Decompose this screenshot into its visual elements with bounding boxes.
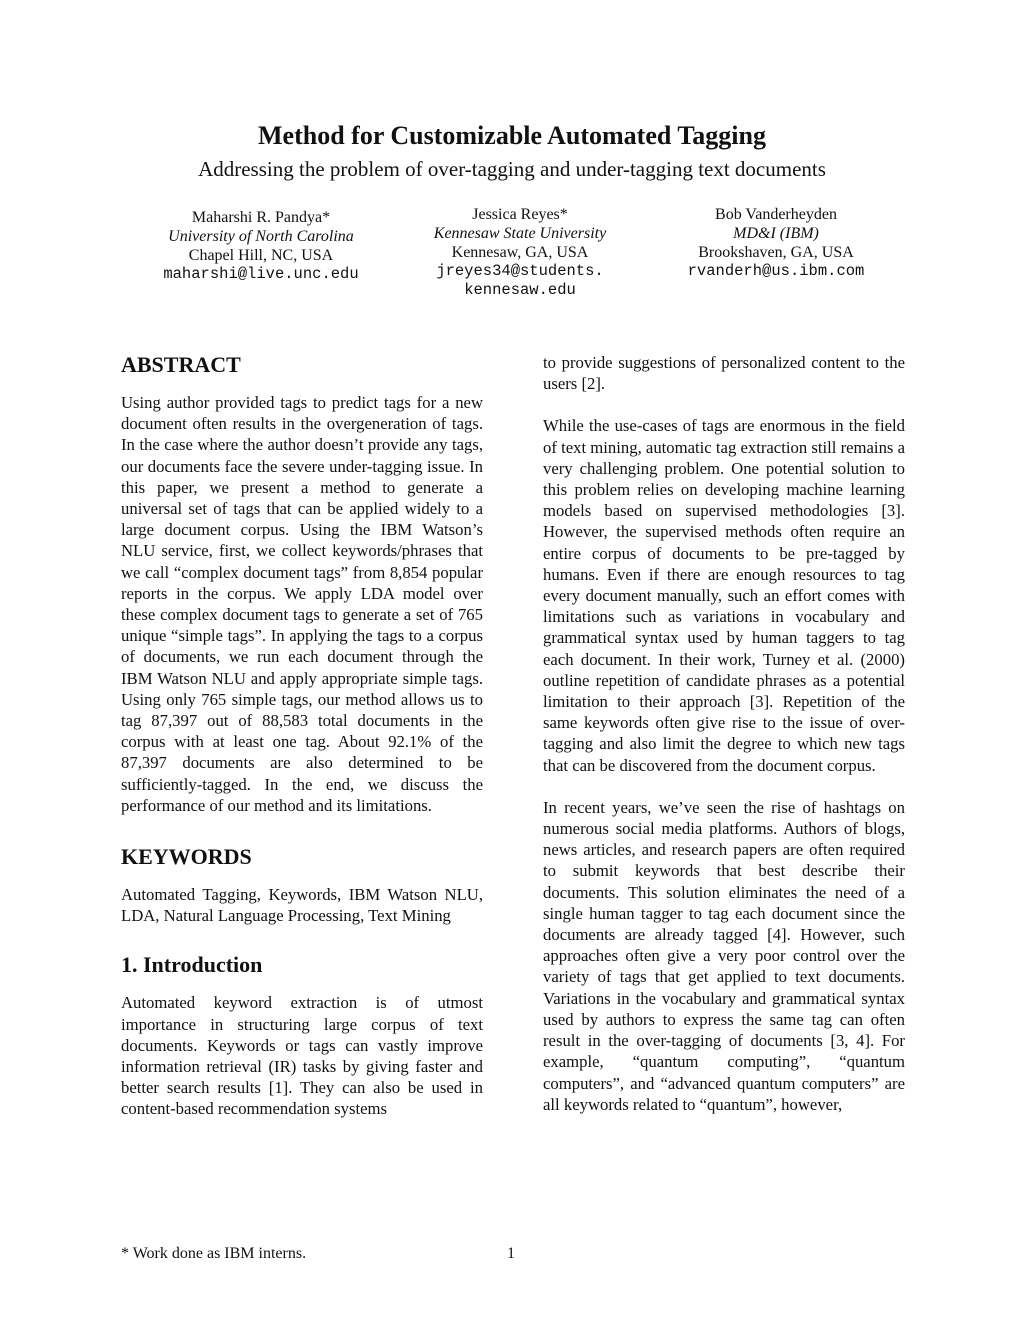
abstract-text: Using author provided tags to predict tags for a new document often results in the overgeneration of tags. In the case where the author doesn’t provide any tags, our documents face the severe under-tagging issue. In this paper, we present a method to generate a universal set of tags that can be applied widely to a large document corpus. Using the IBM Watson’s NLU service, first, we collect keywords/phrases that we call “complex document tags” from 8,854 popular reports in the corpus. We apply LDA model over these complex document tags to generate a set of 765 unique “simple tags”. In applying the tags to a corpus of documents, we run each document through the IBM Watson NLU and apply appropriate simple tags. Using only 765 simple tags, our method allows us to tag 87,397 out of 88,583 total documents in the corpus with at least one tag. About 92.1% of the 87,397 documents are also determined to be sufficiently-tagged. In the end, we discuss the performance of our method and its limitations.	[121, 393, 483, 815]
paper-subtitle: Addressing the problem of over-tagging and under-tagging text documents	[198, 157, 826, 181]
paragraph: In recent years, we’ve seen the rise of hashtags on numerous social media platforms. Authors of blogs, news articles, and research papers are often required to submit keywords that best describe their documents. This solution eliminates the need of a single human tagger to tag each document since the documents are already tagged [4]. However, such approaches often give a very poor control over the variety of tags that get applied to text documents. Variations in the vocabulary and grammatical syntax used by authors to express the same tag can often result in the over-tagging of documents [3, 4]. For example, “quantum computing”, “quantum computers”, and “advanced quantum computers” are all keywords related to “quantum”, however,	[543, 797, 905, 1114]
page-number: 1	[507, 1245, 515, 1262]
author-location: Kennesaw, GA, USA	[451, 244, 589, 261]
author-affiliation: Kennesaw State University	[433, 225, 607, 242]
author-location: Chapel Hill, NC, USA	[188, 247, 334, 264]
paper-title: Method for Customizable Automated Tagging	[258, 121, 766, 150]
author-affiliation: MD&I (IBM)	[733, 225, 819, 242]
introduction-heading: 1. Introduction	[121, 952, 263, 978]
author-email: jreyes34@students.	[436, 262, 604, 280]
author-name: Bob Vanderheyden	[715, 206, 837, 223]
paragraph: to provide suggestions of personalized content to the users [2].	[543, 353, 905, 394]
left-column	[121, 352, 483, 1141]
footnote: * Work done as IBM interns.	[121, 1245, 307, 1262]
abstract-heading: ABSTRACT	[121, 352, 241, 377]
introduction-paragraph: Automated keyword extraction is of utmost importance in structuring large corpus of text documents. Keywords or tags can vastly improve information retrieval (IR) tasks by giving faster and better search results [1]. They can also be used in content-based recommendation systems	[121, 993, 483, 1119]
keywords-text: Automated Tagging, Keywords, IBM Watson NLU, LDA, Natural Language Processing, Text Mining	[121, 885, 483, 926]
author-name: Jessica Reyes*	[472, 206, 568, 223]
author-block	[131, 208, 391, 284]
right-column	[543, 352, 905, 1136]
author-block	[646, 205, 906, 281]
author-email: maharshi@live.unc.edu	[163, 265, 359, 283]
paragraph: While the use-cases of tags are enormous in the field of text mining, automatic tag extraction still remains a very challenging problem. One potential solution to this problem relies on developing machine learning models based on supervised methodologies [3]. However, the supervised methods often require an entire corpus of documents to be pre-tagged by humans. Even if there are enough resources to tag every document manually, such an effort comes with limitations such as variations in vocabulary and grammatical syntax used by human taggers to tag each document. In their work, Turney et al. (2000) outline repetition of candidate phrases as a potential limitation to their approach [3]. Repetition of the same keywords often give rise to the issue of over-tagging and also limit the degree to which new tags that can be discovered from the document corpus.	[543, 416, 905, 775]
author-name: Maharshi R. Pandya*	[191, 209, 331, 226]
author-affiliation: University of North Carolina	[168, 228, 354, 245]
author-location: Brookshaven, GA, USA	[698, 244, 854, 261]
author-email-continued: kennesaw.edu	[464, 281, 576, 299]
author-block	[390, 205, 650, 300]
keywords-heading: KEYWORDS	[121, 844, 252, 870]
author-email: rvanderh@us.ibm.com	[687, 262, 865, 280]
